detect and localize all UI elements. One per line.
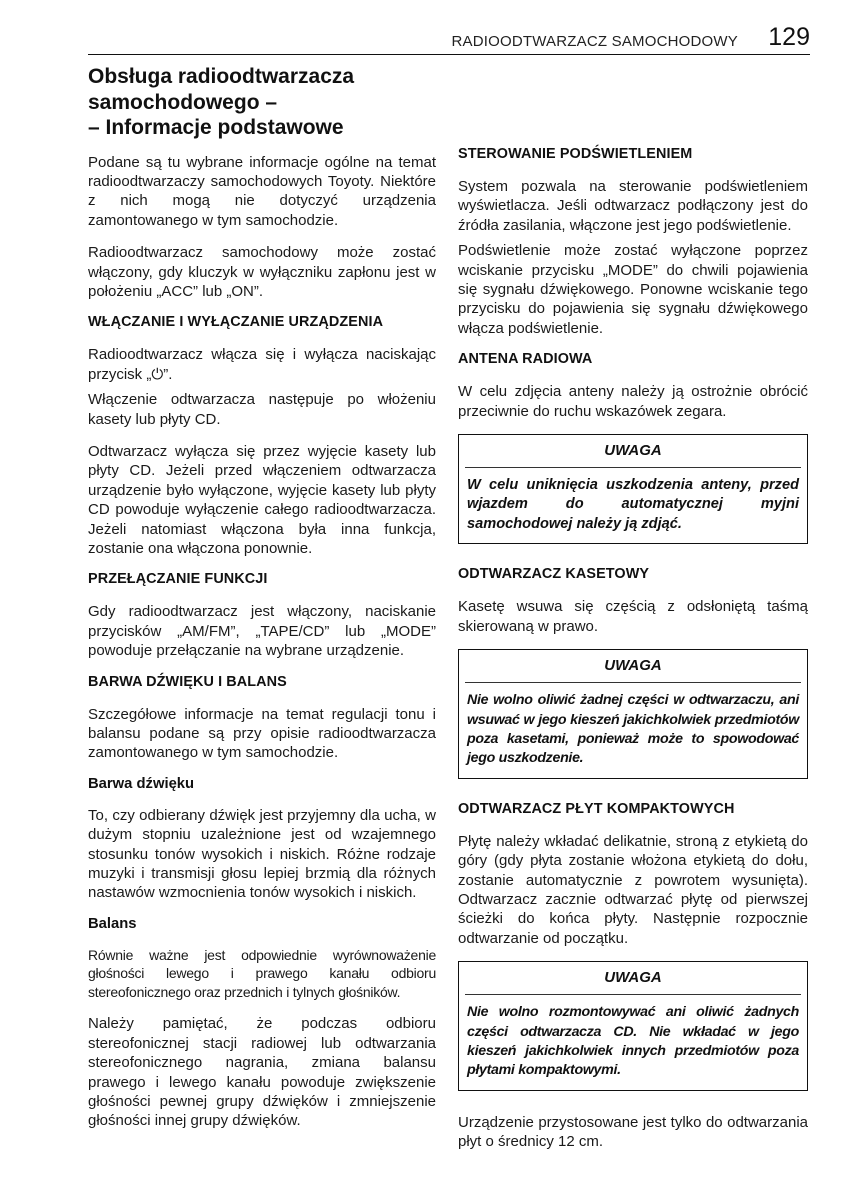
tone-paragraph: Szczegółowe informacje na temat regulacji tonu i balansu podane są przy opisie radioodtwarzacza zamontowanego w tym samochodzie. — [88, 705, 436, 762]
cd-paragraph: Płytę należy wkładać delikatnie, stroną z etykietą do góry (gdy płyta zostanie włożona etykietą do dołu, zostanie automatycznie z powrotem wysunięta). Odtwarzacz zacznie odtwarzać płytę od pierwszej ścieżki do końca płyty. Następnie rozpocznie odtwarzanie od początku. — [458, 832, 808, 947]
tone-sub-paragraph: To, czy odbierany dźwięk jest przyjemny dla ucha, w dużym stopniu uzależnione jest od wzajemnego stosunku tonów wysokich i niskich. Różne rodzaje muzyki i transmisji głosu lepiej brzmią dla różnych nastawów wzmocnienia tonów wysokich i niskich. — [88, 806, 436, 902]
onoff-paragraph-3: Odtwarzacz wyłącza się przez wyjęcie kasety lub płyty CD. Jeżeli przed włączeniem odtwarzacza urządzenie było wyłączone, wyjęcie kasety lub płyty CD powoduje wyłączenie całego radioodtwarzacza. Jeżeli natomiast włączona była inna funkcja, zostanie ona włączona ponownie. — [88, 442, 436, 557]
intro-paragraph-1: Podane są tu wybrane informacje ogólne na temat radioodtwarzaczy samochodowych Toyoty. Niektóre z nich mogą nie dotyczyć urządzenia zamontowanego w tym samochodzie. — [88, 153, 436, 229]
running-header-title: RADIOODTWARZACZ SAMOCHODOWY — [451, 33, 738, 50]
backlight-heading: STEROWANIE PODŚWIETLENIEM — [458, 146, 693, 162]
backlight-paragraph-1: System pozwala na sterowanie podświetleniem wyświetlacza. Jeśli odtwarzacz podłączony jest do źródła zasilania, włączone jest jego podświetlenie. — [458, 178, 808, 234]
left-column — [88, 64, 436, 1144]
switch-paragraph: Gdy radioodtwarzacz jest włączony, naciskanie przycisków „AM/FM”, „TAPE/CD” lub „MODE” powoduje przełączanie na wybrane urządzenie. — [88, 603, 436, 660]
cd-note-paragraph: Urządzenie przystosowane jest tylko do odtwarzania płyt o średnicy 12 cm. — [458, 1113, 808, 1151]
page-title — [88, 64, 436, 141]
intro-paragraph-2: Radioodtwarzacz samochodowy może zostać włączony, gdy kluczyk w wyłączniku zapłonu jest w położeniu „ACC” lub „ON”. — [88, 244, 436, 300]
warning-box-cd — [458, 961, 808, 1091]
warning-title: UWAGA — [465, 650, 801, 683]
warning-title: UWAGA — [465, 435, 801, 468]
onoff-paragraph-2: Włączenie odtwarzacza następuje po włożeniu kasety lub płyty CD. — [88, 391, 436, 428]
running-header — [88, 24, 810, 55]
balance-subheading: Balans — [88, 915, 137, 932]
warning-text: W celu uniknięcia uszkodzenia anteny, przed wjazdem do automatycznej myjni samochodowej należy ją zdjąć. — [467, 477, 799, 532]
warning-text: Nie wolno rozmontowywać ani oliwić żadnych części odtwarzacza CD. Nie wkładać w jego kieszeń jakichkolwiek innych przedmiotów poza płytami kompaktowymi. — [467, 1004, 799, 1079]
cassette-paragraph: Kasetę wsuwa się częścią z odsłoniętą taśmą skierowaną w prawo. — [458, 598, 808, 635]
balance-paragraph-1: Równie ważne jest odpowiednie wyrównoważenie głośności lewego i prawego kanału odbioru stereofonicznego oraz przednich i tylnych głośników. — [88, 946, 436, 1000]
antenna-paragraph: W celu zdjęcia anteny należy ją ostrożnie obrócić przeciwnie do ruchu wskazówek zegara. — [458, 383, 808, 420]
tone-subheading: Barwa dźwięku — [88, 775, 195, 792]
warning-box-antenna — [458, 434, 808, 544]
warning-text: Nie wolno oliwić żadnej części w odtwarzaczu, ani wsuwać w jego kieszeń jakichkolwiek przedmiotów poza kasetami, ponieważ może to spowodować jego uszkodzenie. — [467, 692, 799, 767]
warning-title: UWAGA — [465, 962, 801, 995]
switch-heading: PRZEŁĄCZANIE FUNKCJI — [88, 571, 268, 588]
page-title-line-2: samochodowego – — [88, 90, 278, 114]
balance-paragraph-2: Należy pamiętać, że podczas odbioru stereofonicznej stacji radiowej lub odtwarzania stereofonicznego nagrania, zmiana balansu prawego i lewego kanału powoduje zwiększenie głośności pewnej grupy dźwięków i zmniejszenie głośności innej grupy dźwięków. — [88, 1015, 436, 1130]
tone-heading: BARWA DŹWIĘKU I BALANS — [88, 673, 287, 690]
cassette-heading: ODTWARZACZ KASETOWY — [458, 566, 650, 583]
warning-box-cassette — [458, 649, 808, 779]
onoff-heading: WŁĄCZANIE I WYŁĄCZANIE URZĄDZENIA — [88, 314, 384, 331]
cd-heading: ODTWARZACZ PŁYT KOMPAKTOWYCH — [458, 800, 735, 817]
page-title-line-3: – Informacje podstawowe — [88, 116, 344, 139]
page-title-line-1: Obsługa radioodtwarzacza — [88, 65, 355, 88]
antenna-heading: ANTENA RADIOWA — [458, 351, 593, 368]
right-column — [458, 146, 808, 1165]
page-number: 129 — [768, 23, 810, 51]
backlight-paragraph-2: Podświetlenie może zostać wyłączone poprzez wciskanie przycisku „MODE” do chwili pojawienia się sygnału dźwiękowego. Ponowne wciskanie tego przycisku do pojawienia się sygnału dźwiękowego włącza podświetlenie. — [458, 242, 808, 337]
onoff-paragraph-1: Radioodtwarzacz włącza się i wyłącza naciskając przycisk „⏻”. — [88, 346, 436, 383]
